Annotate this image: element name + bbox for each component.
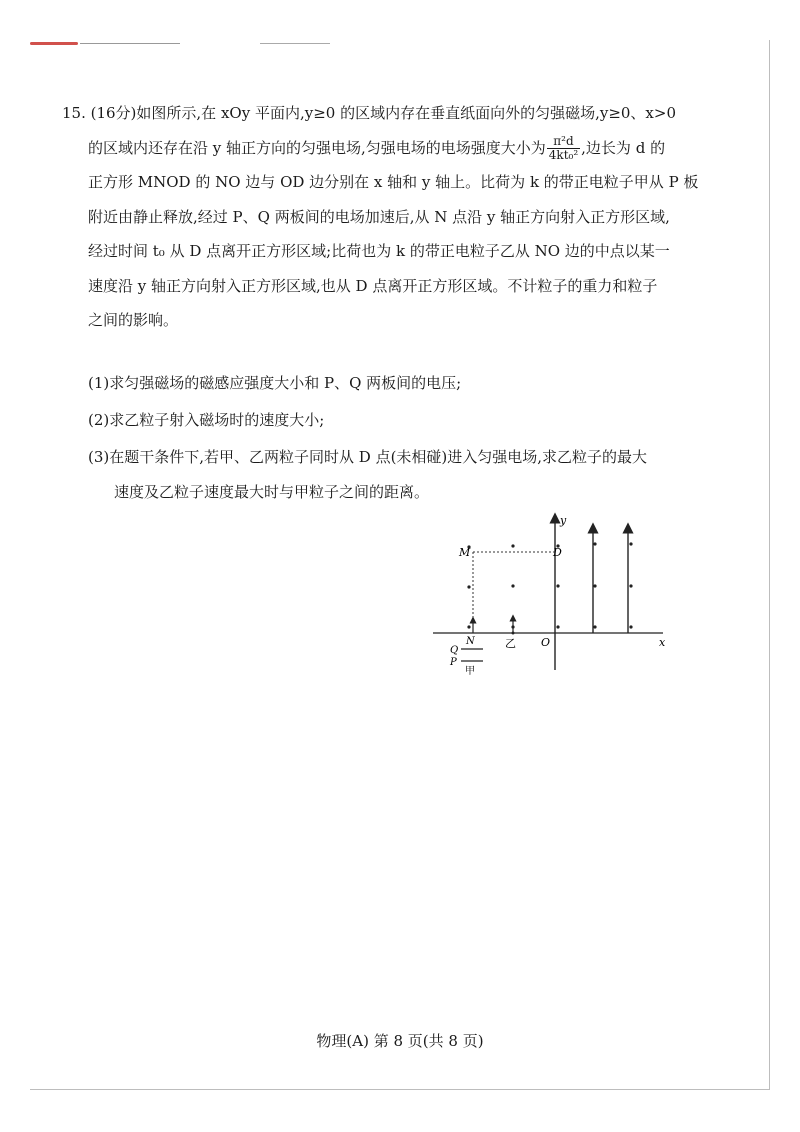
field-dot [629, 584, 632, 587]
problem-line: 15. (16分)如图所示,在 xOy 平面内,y≥0 的区域内存在垂直纸面向外的匀强磁场,y≥0、x>0 [62, 104, 676, 122]
fraction-numerator: π²d [547, 135, 580, 149]
particle-label-yi: 乙 [505, 637, 516, 650]
question-3-text: 速度及乙粒子速度最大时与甲粒子之间的距离。 [114, 483, 430, 501]
point-label-O: O [541, 636, 551, 649]
field-dot [593, 584, 596, 587]
field-dot [467, 625, 470, 628]
field-dot [629, 625, 632, 628]
problem-line [62, 131, 682, 166]
field-dot [593, 625, 596, 628]
field-dot [629, 542, 632, 545]
plate-label-P: P [450, 657, 457, 668]
problem-line: 经过时间 t₀ 从 D 点离开正方形区域;比荷也为 k 的带正电粒子乙从 NO 边的中点以某一 [88, 242, 670, 260]
plate-label-Q: Q [450, 645, 459, 656]
problem-text: 的区域内还存在沿 y 轴正方向的匀强电场,匀强电场的电场强度大小为 [88, 138, 546, 157]
field-dot [511, 584, 514, 587]
problem-text: ,边长为 d 的 [581, 138, 666, 157]
page-footer: 物理(A) 第 8 页(共 8 页) [316, 1032, 484, 1050]
problem-line: 正方形 MNOD 的 NO 边与 OD 边分别在 x 轴和 y 轴上。比荷为 k 的带正电粒子甲从 P 板 [88, 173, 699, 191]
question-3: (3)在题干条件下,若甲、乙两粒子同时从 D 点(未相碰)进入匀强电场,求乙粒子的最大 [88, 448, 648, 466]
field-dot [556, 625, 559, 628]
field-strength-fraction [547, 135, 580, 162]
problem-line: 之间的影响。 [88, 311, 179, 329]
field-dot [467, 585, 470, 588]
question-1: (1)求匀强磁场的磁感应强度大小和 P、Q 两板间的电压; [88, 374, 462, 392]
field-dot [593, 542, 596, 545]
particle-yi [512, 632, 515, 635]
problem-line: 附近由静止释放,经过 P、Q 两板间的电场加速后,从 N 点沿 y 轴正方向射入正方形区域, [88, 207, 670, 226]
problem-line: 速度沿 y 轴正方向射入正方形区域,也从 D 点离开正方形区域。不计粒子的重力和粒子 [88, 276, 658, 295]
question-3-continued [88, 475, 688, 509]
y-axis-label: y [560, 514, 567, 527]
question-2: (2)求乙粒子射入磁场时的速度大小; [88, 411, 325, 429]
field-diagram [425, 510, 675, 685]
x-axis-label: x [659, 636, 666, 649]
field-dot [556, 584, 559, 587]
scan-artifact [30, 42, 78, 45]
scan-artifact [80, 43, 180, 44]
scan-edge [0, 0, 800, 40]
scan-artifact [260, 43, 330, 44]
page-border [769, 40, 770, 1090]
point-label-N: N [466, 636, 475, 647]
point-label-M: M [459, 546, 471, 559]
field-dot [511, 544, 514, 547]
fraction-denominator: 4kt₀² [548, 148, 579, 162]
point-label-D: D [553, 546, 562, 559]
problem-statement [62, 96, 699, 338]
particle-label-jia: 甲 [465, 666, 475, 677]
page-border [30, 1089, 770, 1090]
